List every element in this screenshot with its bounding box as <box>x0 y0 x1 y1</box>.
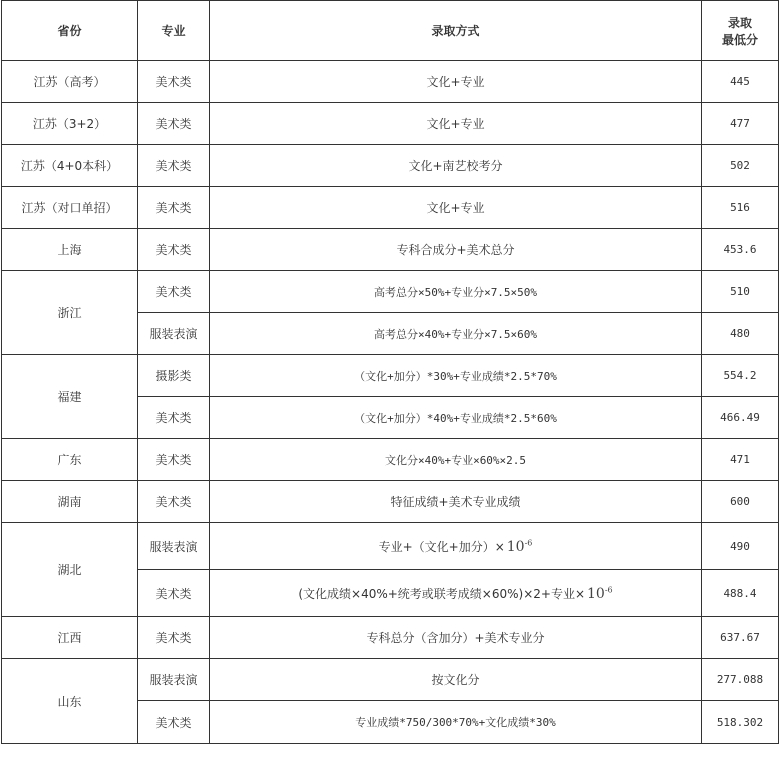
cell-method: （文化+加分）*30%+专业成绩*2.5*70% <box>210 355 702 397</box>
cell-major: 服装表演 <box>138 523 210 570</box>
cell-score: 477 <box>702 103 779 145</box>
cell-score: 453.6 <box>702 229 779 271</box>
table-header-row <box>2 1 779 61</box>
cell-province: 上海 <box>2 229 138 271</box>
cell-major: 摄影类 <box>138 355 210 397</box>
table-row <box>2 187 779 229</box>
cell-major: 美术类 <box>138 397 210 439</box>
cell-major: 美术类 <box>138 145 210 187</box>
header-min-score-line1: 录取 <box>727 15 752 30</box>
cell-major: 美术类 <box>138 103 210 145</box>
cell-province: 湖北 <box>2 523 138 617</box>
cell-method: 专业成绩*750/300*70%+文化成绩*30% <box>210 701 702 744</box>
cell-score: 490 <box>702 523 779 570</box>
cell-major: 美术类 <box>138 439 210 481</box>
cell-province: 浙江 <box>2 271 138 355</box>
header-min-score-line2: 最低分 <box>721 32 758 47</box>
cell-major: 服装表演 <box>138 659 210 701</box>
table-row <box>2 355 779 397</box>
cell-method: 文化分×40%+专业×60%×2.5 <box>210 439 702 481</box>
table-row <box>2 145 779 187</box>
cell-major: 美术类 <box>138 570 210 617</box>
cell-method: 专科合成分+美术总分 <box>210 229 702 271</box>
cell-major: 美术类 <box>138 271 210 313</box>
cell-major: 美术类 <box>138 229 210 271</box>
cell-major: 美术类 <box>138 617 210 659</box>
method-text: (文化成绩×40%+统考或联考成绩×60%)×2+专业× <box>298 586 586 601</box>
table-row <box>2 617 779 659</box>
cell-method <box>210 570 702 617</box>
cell-province: 江苏（高考） <box>2 61 138 103</box>
cell-major: 美术类 <box>138 701 210 744</box>
cell-province: 江苏（对口单招） <box>2 187 138 229</box>
cell-province: 江苏（4+0本科） <box>2 145 138 187</box>
cell-score: 516 <box>702 187 779 229</box>
table-row <box>2 229 779 271</box>
cell-method: 按文化分 <box>210 659 702 701</box>
header-min-score <box>702 1 779 61</box>
cell-score: 445 <box>702 61 779 103</box>
cell-province: 湖南 <box>2 481 138 523</box>
cell-method: 高考总分×50%+专业分×7.5×50% <box>210 271 702 313</box>
header-province: 省份 <box>2 1 138 61</box>
admission-score-table <box>1 0 779 744</box>
table-row <box>2 103 779 145</box>
scientific-factor: $10^{-6}$ <box>506 537 533 555</box>
cell-province: 广东 <box>2 439 138 481</box>
cell-score: 466.49 <box>702 397 779 439</box>
cell-province: 福建 <box>2 355 138 439</box>
cell-method: 文化+专业 <box>210 187 702 229</box>
table-row <box>2 481 779 523</box>
table-row <box>2 523 779 570</box>
header-major: 专业 <box>138 1 210 61</box>
cell-score: 554.2 <box>702 355 779 397</box>
cell-score: 637.67 <box>702 617 779 659</box>
cell-province: 山东 <box>2 659 138 744</box>
cell-score: 518.302 <box>702 701 779 744</box>
cell-method <box>210 523 702 570</box>
cell-method: 特征成绩+美术专业成绩 <box>210 481 702 523</box>
table-row <box>2 61 779 103</box>
table-row <box>2 659 779 701</box>
cell-method: 文化+专业 <box>210 61 702 103</box>
scientific-factor: $10^{-6}$ <box>587 584 613 602</box>
cell-score: 502 <box>702 145 779 187</box>
cell-score: 277.088 <box>702 659 779 701</box>
cell-major: 服装表演 <box>138 313 210 355</box>
cell-major: 美术类 <box>138 187 210 229</box>
cell-method: （文化+加分）*40%+专业成绩*2.5*60% <box>210 397 702 439</box>
cell-score: 600 <box>702 481 779 523</box>
cell-method: 专科总分（含加分）+美术专业分 <box>210 617 702 659</box>
cell-major: 美术类 <box>138 481 210 523</box>
cell-method: 文化+南艺校考分 <box>210 145 702 187</box>
cell-score: 510 <box>702 271 779 313</box>
table-row <box>2 439 779 481</box>
cell-method: 文化+专业 <box>210 103 702 145</box>
table-row <box>2 271 779 313</box>
cell-major: 美术类 <box>138 61 210 103</box>
cell-province: 江西 <box>2 617 138 659</box>
cell-score: 488.4 <box>702 570 779 617</box>
cell-method: 高考总分×40%+专业分×7.5×60% <box>210 313 702 355</box>
cell-score: 471 <box>702 439 779 481</box>
cell-province: 江苏（3+2） <box>2 103 138 145</box>
header-method: 录取方式 <box>210 1 702 61</box>
cell-score: 480 <box>702 313 779 355</box>
method-text: 专业+（文化+加分）× <box>378 539 505 554</box>
